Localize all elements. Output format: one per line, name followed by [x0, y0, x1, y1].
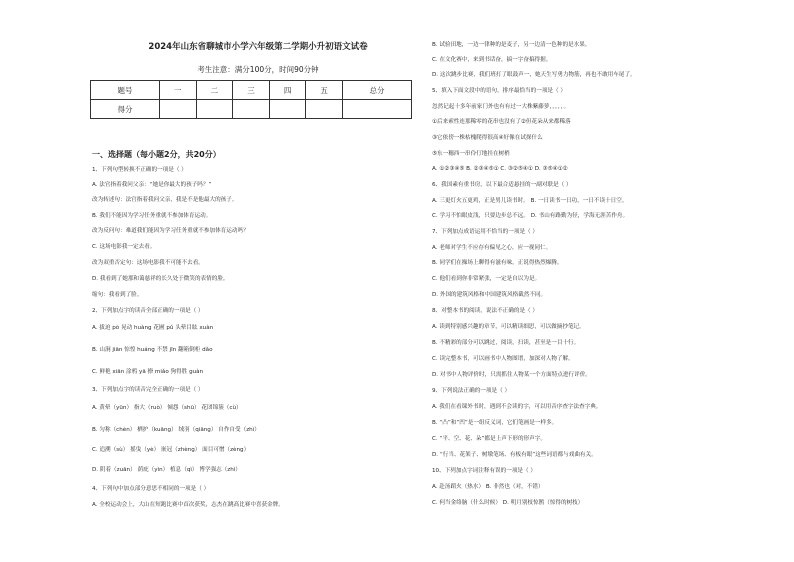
- question-line: C. 这场电影我一定去看。: [92, 244, 156, 250]
- exam-note: 考生注意：满分100分，时间90分钟: [197, 65, 319, 74]
- question-line: C. 在文化赛中，来到书话奋，搞一字奋搞得据。: [432, 57, 552, 63]
- score-blank[interactable]: [342, 100, 411, 119]
- question-line: C. 读完整本书，可以画书中人物图谱，加深对人物了解。: [432, 356, 574, 362]
- question-line: C. 他们看到你非常紧张，一定是自以为是。: [432, 276, 541, 282]
- score-cell: 总分: [342, 81, 411, 100]
- question-line: C. 追溯（sù） 摇曳（yè） 嵌冠（zhèng） 面目可憎（zèng）: [92, 447, 250, 453]
- question-line: C. 学习不怕眼皮浅，只要边步总不远。 D. 书山有路勤为径，学海无涯苦作舟。: [432, 213, 629, 219]
- question-line: 9、下列说法正确的一项是（ ）: [432, 388, 511, 394]
- question-line: A. 拔迫 pò 晃动 huàng 花圃 pǔ 头晕目眩 xuàn: [92, 325, 214, 331]
- score-cell: 二: [196, 81, 233, 100]
- score-blank[interactable]: [159, 100, 196, 119]
- question-line: A. 黄晕（yūn） 指大（ruò） 倾怨（shū） 花团锦簇（cù）: [92, 405, 242, 411]
- score-cell: 五: [306, 81, 343, 100]
- question-line: D. 外国的建筑风格和中国建筑风格截然不同。: [432, 292, 547, 298]
- question-line: C. 何当金络脑（什么时候） D. 明月别枝惊鹊（惊得的树枝）: [432, 500, 584, 506]
- score-cell: 三: [233, 81, 270, 100]
- score-table: [90, 80, 412, 119]
- question-line: 缩句：我看到了脸。: [92, 292, 143, 298]
- question-line: 7、下列加点成语运用不恰当的一项是（ ）: [432, 229, 539, 235]
- score-cell: 四: [269, 81, 306, 100]
- question-line: 3、下列加点字的读音完全正确的一项是（ ）: [92, 387, 204, 393]
- score-blank[interactable]: [269, 100, 306, 119]
- question-line: D. 我看到了她那和蔼慈祥的长久处于微笑的表情的脸。: [92, 276, 229, 282]
- question-line: 改为双重否定句：这场电影我不可能不去看。: [92, 260, 204, 266]
- question-line: ⑤东一穗西一串伶仃地挂在树梢: [432, 151, 510, 157]
- question-line: A. 读到特别感兴趣的章节，可以精读细思，可以做摘抄笔记。: [432, 324, 585, 330]
- question-line: A. 我们在看课外书时，遇到不会读的字，可以用音序查字法查字典。: [432, 404, 602, 410]
- question-line: B. 不精彩的部分可以跳过，阅读，扫读，甚至是一目十行。: [432, 340, 580, 346]
- question-line: B. 试验田地，一边一律种的是麦子，另一边清一色种的是水果。: [432, 42, 591, 48]
- question-line: C. “平、空、花、朵”都是上声下形的形声字。: [432, 436, 546, 442]
- question-line: 2、下列加点字的读音全部正确的一项是（ ）: [92, 308, 204, 314]
- exam-title: 2024年山东省聊城市小学六年级第二学期小升初语文试卷: [148, 42, 368, 52]
- question-line: 忽然记起十多年前家门外也有有过一大株紫藤萝，，，，，。: [432, 104, 570, 110]
- score-cell: 一: [159, 81, 196, 100]
- question-line: D. “行当、花架子、树墩笔场、有板有眼”这些词语都与戏曲有关。: [432, 452, 597, 458]
- question-line: A. 法官指着我问父亲：“她是你最大的孩子吗？”: [92, 182, 212, 188]
- question-line: B. 同学们在操场上聊得有滋有味，正说得热烈爆腾。: [432, 260, 563, 266]
- score-table-score-row: [91, 100, 412, 119]
- question-line: 5、填入下面文段中的语句，排序最恰当的一项是（ ）: [432, 88, 566, 94]
- question-line: ①后来索性连那稀零的花串也没有了②但花朵从来都稀落: [432, 119, 571, 125]
- question-line: ③它依傍一株枯槐爬得很高④好像在试探什么: [432, 135, 543, 141]
- question-line: 6、我国素有重书房，以下最合适悬挂的一副对联是（ ）: [432, 182, 572, 188]
- question-line: A. 全校运动会上，大山在短跑比赛中首次获奖，志杰在跳高比赛中喜获金牌。: [92, 502, 284, 508]
- question-line: D. 这次跳步比赛，我们班打了眼鼓声一，她天生写勇力物筋，再也不敢用车尾了。: [432, 72, 636, 78]
- question-line: D. 阴着（zuān） 荫庇（yìn） 植息（qì） 博学强志（zhì）: [92, 467, 241, 473]
- question-line: A. 老师对学生不应存有偏见之心，应一视同仁。: [432, 245, 552, 251]
- question-line: 改为转述句：法官指着我问父亲，我是不是他最大的孩子。: [92, 197, 238, 203]
- question-line: A. ①②③④⑤ B. ②③④⑤① C. ③②⑤④① D. ③⑤④①②: [432, 166, 568, 172]
- question-line: 1、下列句型转换不正确的一项是（ ）: [92, 167, 187, 173]
- score-cell: 题号: [91, 81, 160, 100]
- question-line: 8、对整本书的阅读，说法不正确的是（ ）: [432, 308, 539, 314]
- question-line: 改为反问句：难道我们能因为学习任务重就不参加体育运动吗？: [92, 228, 249, 234]
- question-line: 4、下列句中加点部分意思不相同的一项是（ ）: [92, 486, 210, 492]
- score-blank[interactable]: [233, 100, 270, 119]
- score-table-header-row: [91, 81, 412, 100]
- question-line: B. “凸”和“凹”是一组反义词，它们笔画是一样多。: [432, 420, 558, 426]
- score-row-label: 得分: [91, 100, 160, 119]
- score-blank[interactable]: [306, 100, 343, 119]
- question-line: B. 匀称（chèn） 栖护（kuāng） 绒羽（qiāng） 自作自受（zhì）: [92, 427, 260, 433]
- section-heading: 一、选择题（每小题2分，共20分）: [92, 150, 221, 159]
- score-blank[interactable]: [196, 100, 233, 119]
- question-line: A. 赴汤蹈火（热水） B. 非然也（对，不错）: [432, 484, 544, 490]
- question-line: D. 对书中人物评价时，只需抓住人物某一个方面特点进行评价。: [432, 372, 591, 378]
- question-line: B. 我们不能因为学习任务重就不参加体育运动。: [92, 213, 212, 219]
- question-line: C. 鲜艳 xiān 涂鸦 yā 撩 miǎo 狗得胜 guàn: [92, 369, 204, 375]
- question-line: B. 山涧 jiān 惊惶 huáng 不禁 jīn 翻箱倒柜 dǎo: [92, 347, 213, 353]
- question-line: A. 三更灯火五更鸡，正是男儿读书时。 B. 一日读书一日功，一日不读十日空。: [432, 198, 628, 204]
- question-line: 10、下列加点字词注释有误的一项是（ ）: [432, 468, 536, 474]
